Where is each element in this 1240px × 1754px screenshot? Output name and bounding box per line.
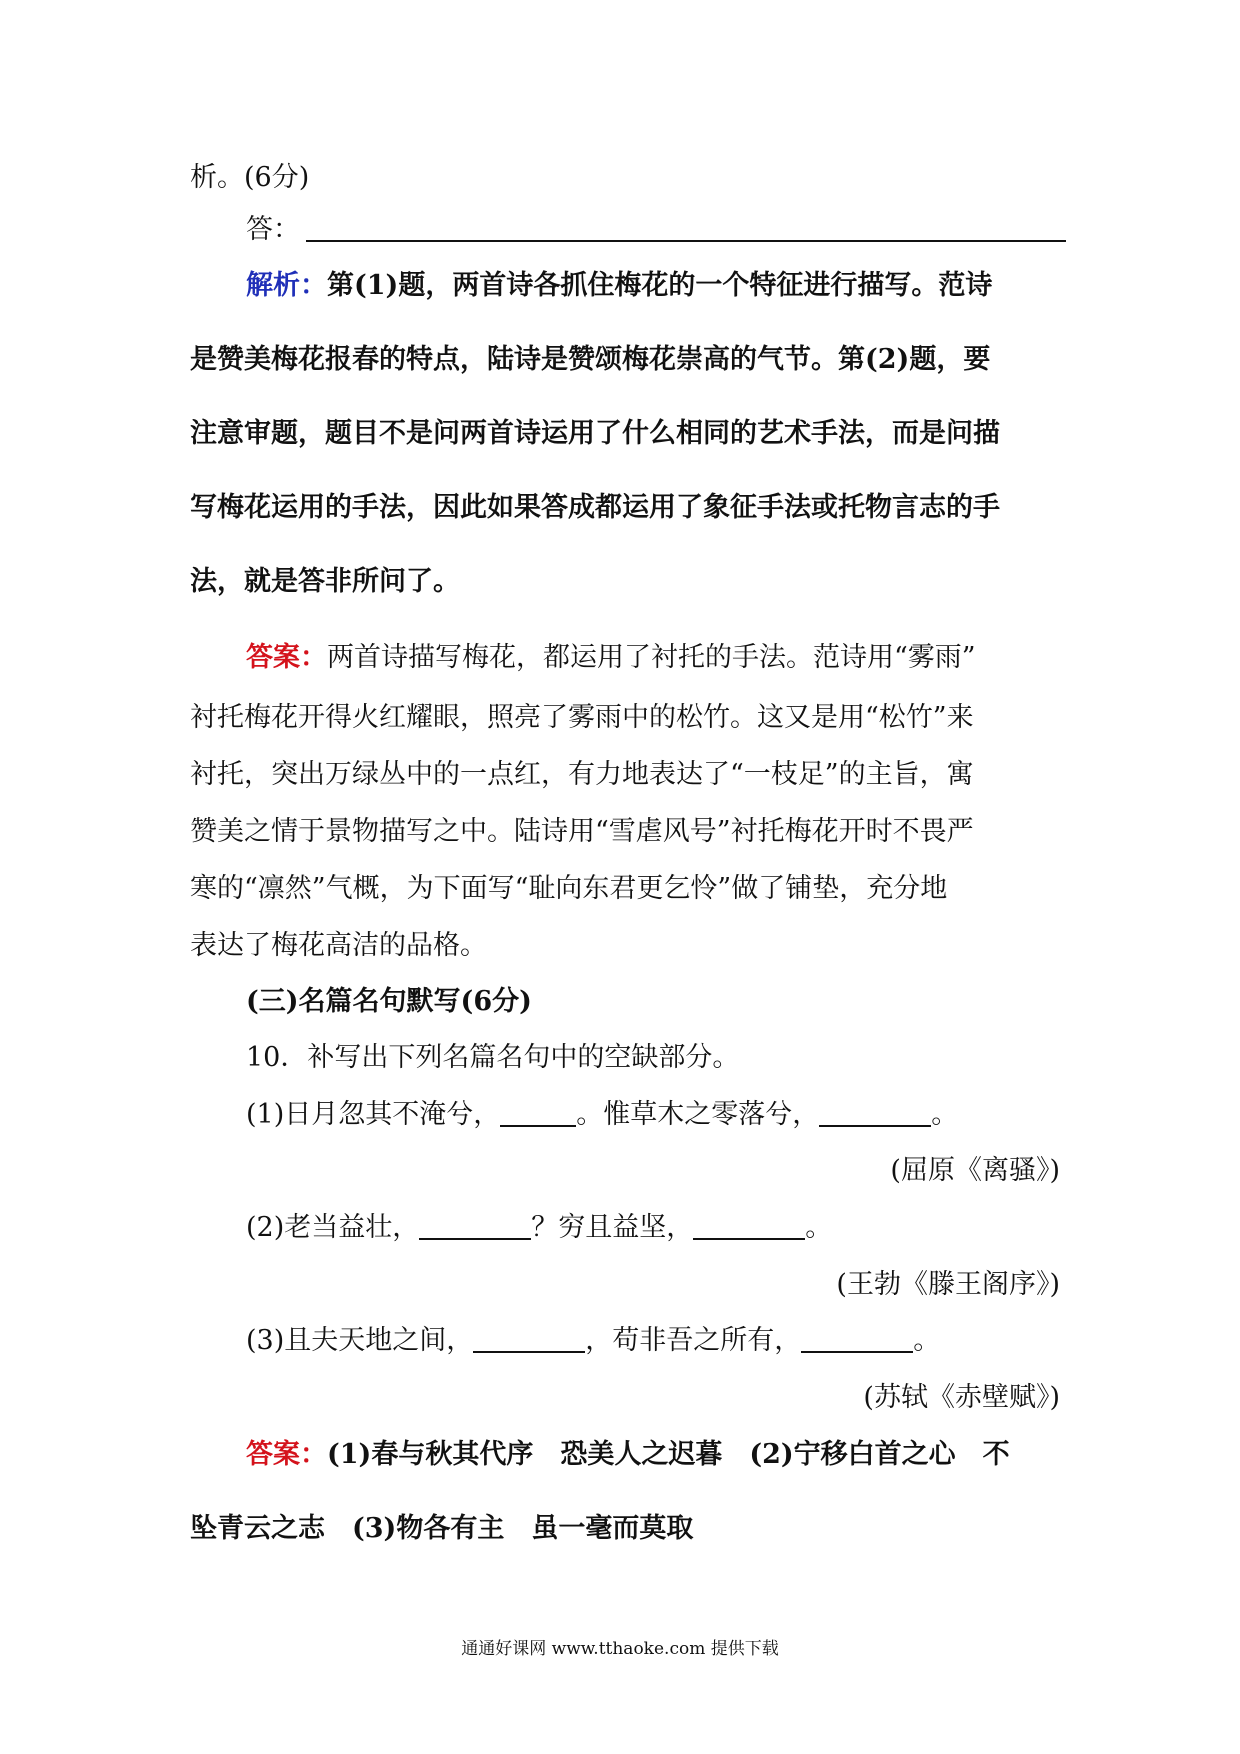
analysis-text: 写梅花运用的手法，因此如果答成都运用了象征手法或托物言志的手 (190, 492, 1000, 523)
fill-blank (693, 1238, 805, 1240)
fill-text: ，苟非吾之所有， (585, 1325, 802, 1356)
analysis-line-3 (190, 416, 1060, 452)
answer-text: (1)春与秋其代序 恐美人之迟暮 (2)宁移白首之心 不 (327, 1439, 1010, 1470)
fill-blank (801, 1351, 913, 1353)
source-text: (苏轼《赤壁赋》) (863, 1382, 1060, 1413)
answer-text: 表达了梅花高洁的品格。 (190, 930, 487, 961)
question-10 (190, 1040, 1060, 1076)
analysis-text: 是赞美梅花报春的特点，陆诗是赞颂梅花崇高的气节。第(2)题，要 (190, 344, 991, 375)
answer-label: 答案： (246, 1439, 327, 1470)
analysis-line-2 (190, 342, 1060, 378)
fill-text: (2)老当益壮， (246, 1212, 420, 1243)
section-heading (190, 984, 1060, 1020)
footer-text: 通通好课网 www.tthaoke.com 提供下载 (461, 1639, 779, 1659)
source-2 (190, 1267, 1060, 1303)
fill-text: (1)日月忽其不淹兮， (246, 1099, 501, 1130)
answer-label: 答案： (246, 642, 327, 673)
analysis-line-4 (190, 490, 1060, 526)
question-continuation (190, 160, 1060, 196)
answer-blank-line (306, 240, 1066, 242)
answer2-line-1 (190, 1437, 1060, 1473)
analysis-text: 注意审题，题目不是问两首诗运用了什么相同的艺术手法，而是问描 (190, 418, 1000, 449)
source-text: (屈原《离骚》) (890, 1155, 1060, 1186)
fill-text: 。惟草木之零落兮， (576, 1099, 820, 1130)
fill-text: 。 (805, 1212, 833, 1243)
analysis-label: 解析： (246, 270, 327, 301)
source-text: (王勃《滕王阁序》) (836, 1269, 1060, 1300)
analysis-text: 法，就是答非所问了。 (190, 566, 460, 597)
answer-text: 衬托梅花开得火红耀眼，照亮了雾雨中的松竹。这又是用“松竹”来 (190, 702, 974, 733)
fill-text: 。 (913, 1325, 941, 1356)
answer-text: 坠青云之志 (3)物各有主 虽一毫而莫取 (190, 1513, 694, 1544)
fill-blank (500, 1125, 576, 1127)
fill-text: (3)且夫天地之间， (246, 1325, 474, 1356)
answer1-line-4 (190, 814, 1060, 850)
answer-text: 赞美之情于景物描写之中。陆诗用“雪虐风号”衬托梅花开时不畏严 (190, 816, 974, 847)
fill-text: 。 (931, 1099, 959, 1130)
answer-text: 两首诗描写梅花，都运用了衬托的手法。范诗用“雾雨” (327, 642, 976, 673)
fill-item-1 (190, 1097, 1060, 1133)
fill-text: ？穷且益坚， (531, 1212, 694, 1243)
fill-blank (819, 1125, 931, 1127)
source-1 (190, 1153, 1060, 1189)
answer-text: 寒的“凛然”气概，为下面写“耻向东君更乞怜”做了铺垫，充分地 (190, 873, 948, 904)
answer-prompt: 答： (246, 214, 300, 245)
fill-blank (473, 1351, 585, 1353)
answer1-line-3 (190, 757, 1060, 793)
section-heading-text: (三)名篇名句默写(6分) (246, 986, 532, 1017)
continuation-text: 析。(6分) (190, 162, 310, 193)
fill-blank (419, 1238, 531, 1240)
answer1-line-2 (190, 700, 1060, 736)
fill-item-2 (190, 1210, 1060, 1246)
answer2-line-2 (190, 1511, 1060, 1547)
answer-prompt-line (190, 212, 1060, 248)
analysis-line-1 (190, 268, 1060, 304)
answer1-line-5 (190, 871, 1060, 907)
answer1-line-1 (190, 640, 1060, 676)
page-footer (0, 1638, 1240, 1660)
question-text: 10．补写出下列名篇名句中的空缺部分。 (246, 1042, 740, 1073)
answer1-line-6 (190, 928, 1060, 964)
fill-item-3 (190, 1323, 1060, 1359)
source-3 (190, 1380, 1060, 1416)
analysis-text: 第(1)题，两首诗各抓住梅花的一个特征进行描写。范诗 (327, 270, 993, 301)
analysis-line-5 (190, 564, 1060, 600)
answer-text: 衬托，突出万绿丛中的一点红，有力地表达了“一枝足”的主旨，寓 (190, 759, 974, 790)
